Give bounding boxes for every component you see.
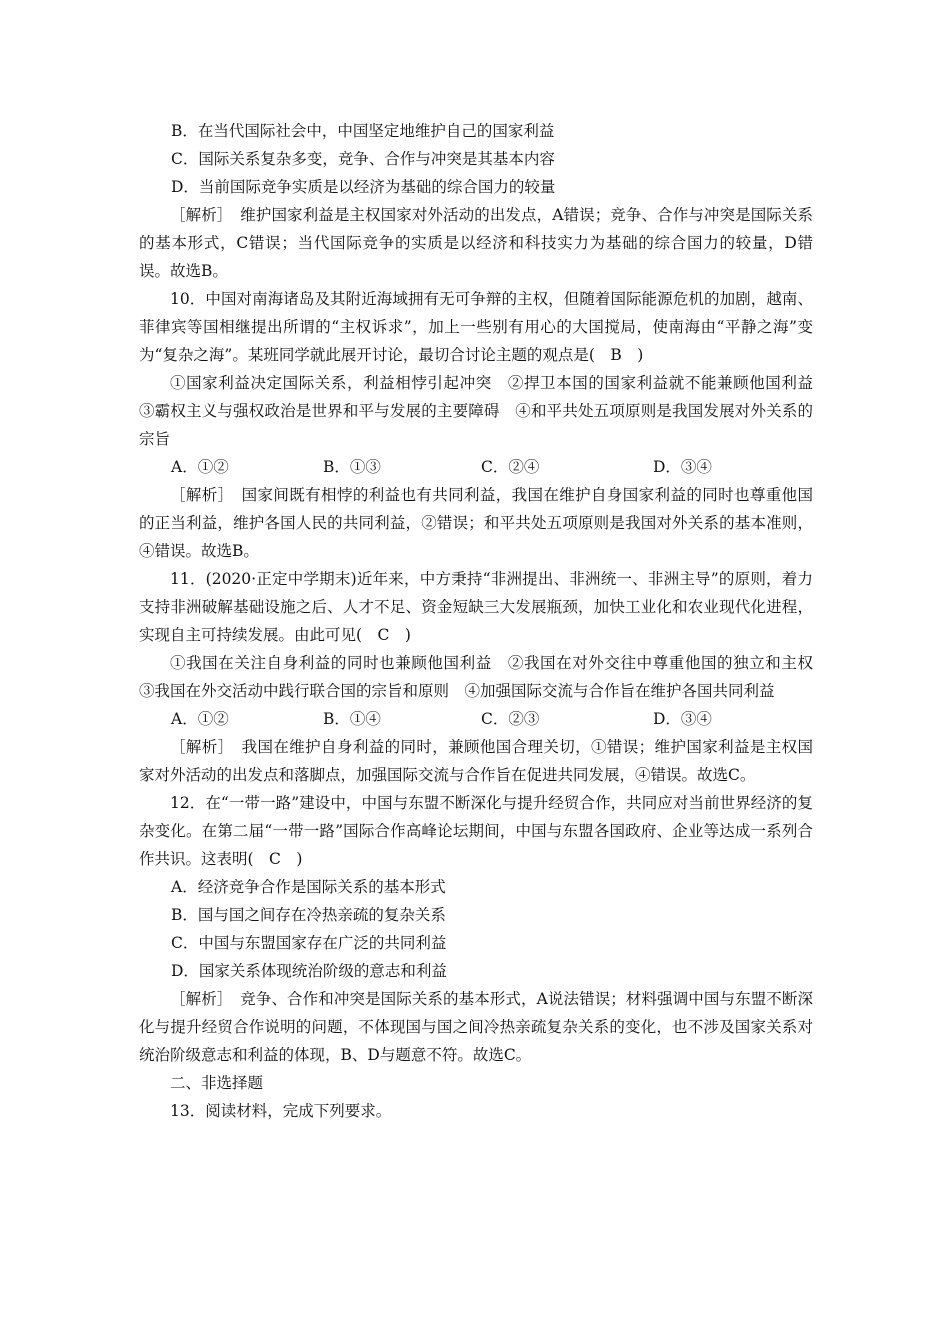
q12-option-d: D．国家关系体现统治阶级的意志和利益 [171, 962, 447, 980]
q13-stem: 13．阅读材料，完成下列要求。 [170, 1102, 392, 1120]
q9-option-b: B．在当代国际社会中，中国坚定地维护自己的国家利益 [171, 122, 555, 140]
q12-option-b: B．国与国之间存在冷热亲疏的复杂关系 [171, 906, 446, 924]
q11-choice-c: C．②③ [481, 710, 540, 728]
q10-statements: ①国家利益决定国际关系，利益相悖引起冲突 ②捍卫本国的国家利益就不能兼顾他国利益 ③霸权主义与强权政治是世界和平与发展的主要障碍 ④和平共处五项原则是我国发展对外关系的宗旨 [139, 374, 829, 448]
q9-analysis: ［解析］ 维护国家利益是主权国家对外活动的出发点，A错误；竞争、合作与冲突是国际关系的基本形式，C错误；当代国际竞争的实质是以经济和科技实力为基础的综合国力的较量，D错误。故选B。 [139, 206, 813, 280]
q10-choices [139, 453, 813, 481]
q12-stem: 12．在“一带一路”建设中，中国与东盟不断深化与提升经贸合作，共同应对当前世界经济的复杂变化。在第二届“一带一路”国际合作高峰论坛期间，中国与东盟各国政府、企业等达成一系列合作共识。这表明( C ) [139, 794, 813, 868]
q10-choice-b: B．①③ [323, 458, 381, 476]
q11-choices [139, 705, 813, 733]
q10-choice-c: C．②④ [481, 458, 540, 476]
q11-analysis: ［解析］ 我国在维护自身利益的同时，兼顾他国合理关切，①错误；维护国家利益是主权国家对外活动的出发点和落脚点，加强国际交流与合作旨在促进共同发展，④错误。故选C。 [139, 738, 813, 784]
q12-option-c: C．中国与东盟国家存在广泛的共同利益 [171, 934, 447, 952]
q10-stem: 10．中国对南海诸岛及其附近海域拥有无可争辩的主权，但随着国际能源危机的加剧，越南、菲律宾等国相继提出所谓的“主权诉求”，加上一些别有用心的大国搅局，使南海由“平静之海”变为“复杂之海”。某班同学就此展开讨论，最切合讨论主题的观点是( B ) [139, 290, 813, 364]
q10-choice-d: D．③④ [653, 458, 712, 476]
q12-analysis: ［解析］ 竞争、合作和冲突是国际关系的基本形式，A说法错误；材料强调中国与东盟不断深化与提升经贸合作说明的问题，不体现国与国之间冷热亲疏复杂关系的变化，也不涉及国家关系对统治阶级意志和利益的体现，B、D与题意不符。故选C。 [139, 990, 813, 1064]
q11-stem: 11．(2020·正定中学期末)近年来，中方秉持“非洲提出、非洲统一、非洲主导”的原则，着力支持非洲破解基础设施之后、人才不足、资金短缺三大发展瓶颈，加快工业化和农业现代化进程，实现自主可持续发展。由此可见( C ) [139, 570, 813, 644]
q12-option-a: A．经济竞争合作是国际关系的基本形式 [171, 878, 446, 896]
q11-choice-b: B．①④ [323, 710, 381, 728]
q10-analysis: ［解析］ 国家间既有相悖的利益也有共同利益，我国在维护自身国家利益的同时也尊重他国的正当利益，维护各国人民的共同利益，②错误；和平共处五项原则是我国对外关系的基本准则，④错误。故选B。 [139, 486, 813, 560]
q10-choice-a: A．①② [171, 458, 229, 476]
q9-option-c: C．国际关系复杂多变，竞争、合作与冲突是其基本内容 [171, 150, 555, 168]
q11-choice-d: D．③④ [653, 710, 712, 728]
q11-choice-a: A．①② [171, 710, 229, 728]
document-page [139, 117, 829, 1125]
q9-option-d: D．当前国际竞争实质是以经济为基础的综合国力的较量 [171, 178, 556, 196]
section-title-non-choice: 二、非选择题 [170, 1074, 264, 1092]
q11-statements: ①我国在关注自身利益的同时也兼顾他国利益 ②我国在对外交往中尊重他国的独立和主权 ③我国在外交活动中践行联合国的宗旨和原则 ④加强国际交流与合作旨在维护各国共同利益 [139, 654, 829, 700]
